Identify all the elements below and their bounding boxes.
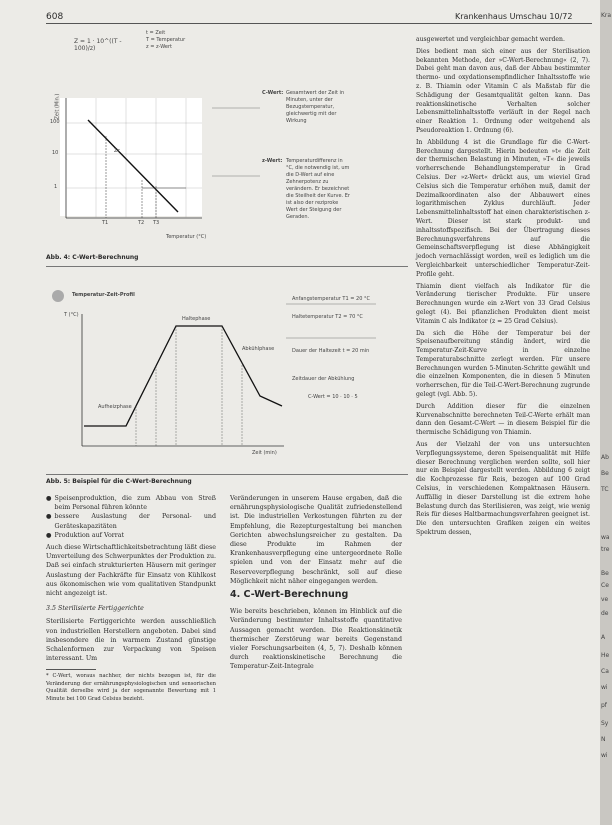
edge-text: wi — [601, 752, 608, 759]
figure1-x-mark: T1 — [102, 220, 109, 226]
figure1-legend — [146, 30, 226, 51]
figure1-caption: Abb. 4: C-Wert-Berechnung — [46, 254, 139, 261]
paragraph: Da sich die Höhe der Temperatur bei der Speisenaufbereitung ständig ändert, wird die Temperatur-Zeit-Kurve in einzelne Temperaturabschnitte zerlegt werden. Für unsere Berechnungen wurden 5-Minuten-Schritte gewählt und die einzelnen Komponenten, die in diesen 5 Minuten vorherrschen, für die Teil-C-Wert-Berechnung zugrunde gelegt (vgl. Abb. 5). — [416, 329, 590, 399]
header-rule — [46, 23, 592, 24]
figure2-phase: Abkühlphase — [242, 346, 275, 352]
edge-text: de — [601, 610, 609, 617]
figure1-curve-label: Zc — [114, 148, 121, 154]
figure2-label: Anfangstemperatur T1 = 20 °C — [292, 296, 370, 302]
figure1-x-axis-title: Temperatur (°C) — [166, 234, 207, 240]
figure1-caption-rule — [46, 266, 408, 267]
figure2-profile-line — [84, 326, 282, 426]
legend-item: z = z-Wert — [146, 44, 172, 50]
hole-punch-icon — [52, 290, 64, 302]
paragraph: Aus der Vielzahl der von uns untersuchten Verpflegungssysteme, deren Speisenqualität mit Hilfe dieser Berechnung verglichen werden sollte, soll hier nur ein Beispiel dargestellt werden. Abbildung 6 zeigt die Kochprozesse für Reis, bezogen auf 100 Grad Celsius, in verschiedenen Kompaktnasen Häusern. Auffällig in dieser Darstellung ist die extrem hohe Belastung durch das Sterilisieren, was zeigt, wie wenig Reis für dieses Haltbarmachungsverfahren geeignet ist. Die den untersuchten Grafiken zeigen ein weites Spektrum dessen, — [416, 441, 590, 537]
edge-text: ve — [601, 596, 609, 603]
figure2-label: Dauer der Haltezeit t = 20 min — [292, 348, 370, 354]
paragraph: Auch diese Wirtschaftlichkeitsbetrachtung läßt diese Umverteilung des Schwerpunktes der Produktion zu. Daß sei einfach strukturierten Häusern mit geringer Auslastung der Fachkräfte für Einsatz von Kühlkost aus ökonomischen wie vom qualitativen Standpunkt nicht angezeigt ist. — [46, 544, 216, 598]
edge-text: wa — [601, 534, 610, 541]
figure1-note-cwert: Gesamtwert der Zeit in Minuten, unter der Bezugstemperatur, gleichwertig mit der Wirkung — [286, 90, 345, 124]
figure1-x-mark: T2 — [138, 220, 145, 226]
edge-text: He — [601, 652, 610, 659]
paragraph: Wie bereits beschrieben, können im Hinblick auf die Veränderung bestimmter Inhaltsstoffe quantitative Aussagen gemacht werden. Die Reaktionskinetik thermischer Zerstörung war bereits Gegenstand vieler Forschungsarbeiten (4, 5, 7). Deshalb können durch reaktionskinetische Berechnung die Temperatur-Zeit-Integrale — [230, 608, 402, 671]
edge-text: Ca — [601, 668, 609, 675]
text-column-1 — [46, 494, 216, 703]
list-item: ● bessere Auslastung der Personal- und Geräteskapazitäten — [46, 513, 216, 530]
edge-text: Ab — [601, 454, 609, 461]
footnote-rule — [46, 669, 96, 670]
legend-item: t = Zeit — [146, 30, 166, 36]
figure2-label: Zeitdauer der Abkühlung — [292, 376, 355, 382]
edge-text: tre — [601, 546, 610, 553]
edge-text: N — [601, 736, 606, 743]
edge-text: A — [601, 634, 606, 641]
edge-text: Kra — [601, 12, 612, 19]
figure-temperature-profile — [46, 286, 408, 472]
figure1-y-tick: 100 — [50, 119, 60, 125]
paragraph: ausgewertet und vergleichbar gemacht werden. — [416, 36, 565, 43]
figure1-formula: Z = 1 · 10^((T - 100)/z) — [74, 38, 122, 52]
figure1-note-zwert-label: z-Wert: — [262, 158, 283, 164]
figure2-phase: Haltephase — [182, 316, 211, 322]
edge-text: Ce — [601, 582, 609, 589]
running-head: Krankenhaus Umschau 10/72 — [455, 12, 573, 21]
figure1-y-axis-title: Zeit (Min.) — [54, 93, 61, 120]
paragraph: Veränderungen in unserem Hause ergaben, daß die ernährungsphysiologische Qualität zufriedenstellend ist. Die industriellen Verkostungen führten zu der Empfehlung, die Rezepturgestaltung bei manchen Gerichten abwechslungsreicher zu gestalten. Da diese Produkte im Rahmen der Krankenhausverpflegung eine untergeordnete Rolle spielen und von der Einsatz mehr auf die Reserveverpflegung beschränkt, soll auf diese Möglichkeit nicht näher eingegangen werden. — [230, 495, 402, 585]
figure1-y-tick: 10 — [52, 150, 59, 156]
figure1-note-zwert: Temperaturdifferenz in °C, die notwendig ist, um die D-Wert auf eine Zehnerpotenz zu verändern. Er bezeichnet die Steilheit der Kurve. Er ist also der reziproke Wert der Steigung der Geraden. — [286, 158, 350, 220]
text-column-2 — [230, 494, 402, 675]
text-column-3 — [416, 36, 590, 541]
figure-cwert-calculation — [46, 28, 356, 250]
figure2-step-lines — [136, 326, 242, 446]
figure1-note-cwert-label: C-Wert: — [262, 90, 284, 96]
figure2-phase: Aufheizphase — [98, 404, 132, 410]
figure2-y-axis-label: T (°C) — [64, 312, 79, 318]
edge-text: Be — [601, 570, 609, 577]
edge-text: Be — [601, 470, 609, 477]
figure1-y-tick: 1 — [54, 184, 58, 190]
paragraph: In Abbildung 4 ist die Grundlage für die C-Wert-Berechnung dargestellt. Hierin bedeuten »t« die Zeit der thermischen Belastung in Minuten, »T« die jeweils vorherrschende Behandlungstemperatur in Grad Celsius. Der »z-Wert« drückt aus, um wieviel Grad Celsius sich die Temperatur erhöhen muß, damit der Dezimalkoordinaten also der Abbauwert eines logarithmischen Zyklus durchläuft. Jeder Lebensmittelinhaltsstoff hat einen charakteristischen z-Wert. Dieser ist stark produkt- und inhaltsstoffspezifisch. Bei der Übertragung dieses Berechnungsverfahrens auf die Gemeinschaftsverpflegung ist diese Abhängigkeit jedoch vernachlässigt worden, weil es lediglich um die Vergleichbarkeit unterschiedlicher Temperatur-Zeit-Profile geht. — [416, 138, 590, 278]
paragraph: Dies bedient man sich einer aus der Sterilisation bekannten Methode, der »C-Wert-Berechnung« (2, 7). Dabei geht man davon aus, daß der Abbau bestimmter thermo- und oxydationsempfindlicher Inhaltsstoffe wie z. B. Thiamin oder Vitamin C als Maßstab für die Schädigung der Gesamtqualität gelten kann. Das reaktionskinetische Verhalten solcher Lebensmittelinhaltsstoffe verläuft in der Regel nach einer Reaktion 1. Ordnung oder weitgehend als Pseudoreaktion 1. Ordnung (6). — [416, 47, 590, 134]
section-heading: 4. C-Wert-Berechnung — [230, 589, 349, 601]
paragraph: Sterilisierte Fertiggerichte werden ausschließlich von industriellen Herstellern angeboten. Dabei sind insbesondere die in warmem Zustand günstige Schalenformen zur Verpackung von Speisen interessant. Um — [46, 618, 216, 663]
figure2-x-axis-label: Zeit (min) — [252, 450, 277, 456]
figure2-caption-rule — [46, 474, 408, 475]
paragraph: Thiamin dient vielfach als Indikator für die Veränderung tierischer Produkte. Für unsere Berechnungen wurde ein z-Wert von 33 Grad Celsius gelegt (4). Bei pflanzlichen Produkten dient meist Vitamin C als Indikator (z = 25 Grad Celsius). — [416, 282, 590, 325]
section-subheading: 3.5 Sterilisierte Fertiggerichte — [46, 605, 144, 613]
edge-text: pf — [601, 702, 607, 709]
edge-text: wi — [601, 684, 608, 691]
figure2-label: C-Wert = 10 · 10 · 5 — [308, 394, 358, 400]
edge-text: TC — [601, 486, 609, 493]
paragraph: Durch Addition dieser für die einzelnen Kurvenabschnitte berechneten Teil-C-Werte erhält man dann den Gesamt-C-Wert — in diesem Beispiel für die thermische Schädigung von Thiamin. — [416, 402, 590, 437]
list-item: ● Speisenproduktion, die zum Abbau von Streß beim Personal führen könnte — [46, 495, 216, 512]
list-item: ● Produktion auf Vorrat — [46, 531, 125, 539]
footnote: * C-Wert, woraus nachher, der nichts bezogen ist, für die Veränderung der ernährungsphysiologischen und sensorischen Qualität derselbe wird ja der sogenannte Bewertung mit 1 Minute bei 100 Grad Celsius bezieht. — [46, 673, 216, 702]
legend-item: T = Temperatur — [146, 37, 186, 43]
figure2-label: Haltetemperatur T2 = 70 °C — [292, 314, 363, 320]
figure2-caption: Abb. 5: Beispiel für die C-Wert-Berechnung — [46, 478, 192, 485]
figure2-title: Temperatur-Zeit-Profil — [72, 292, 135, 298]
edge-text: Sy — [601, 720, 609, 727]
figure1-x-mark: T3 — [153, 220, 160, 226]
figure1-plot-area — [60, 98, 202, 216]
page-number: 608 — [46, 12, 64, 22]
